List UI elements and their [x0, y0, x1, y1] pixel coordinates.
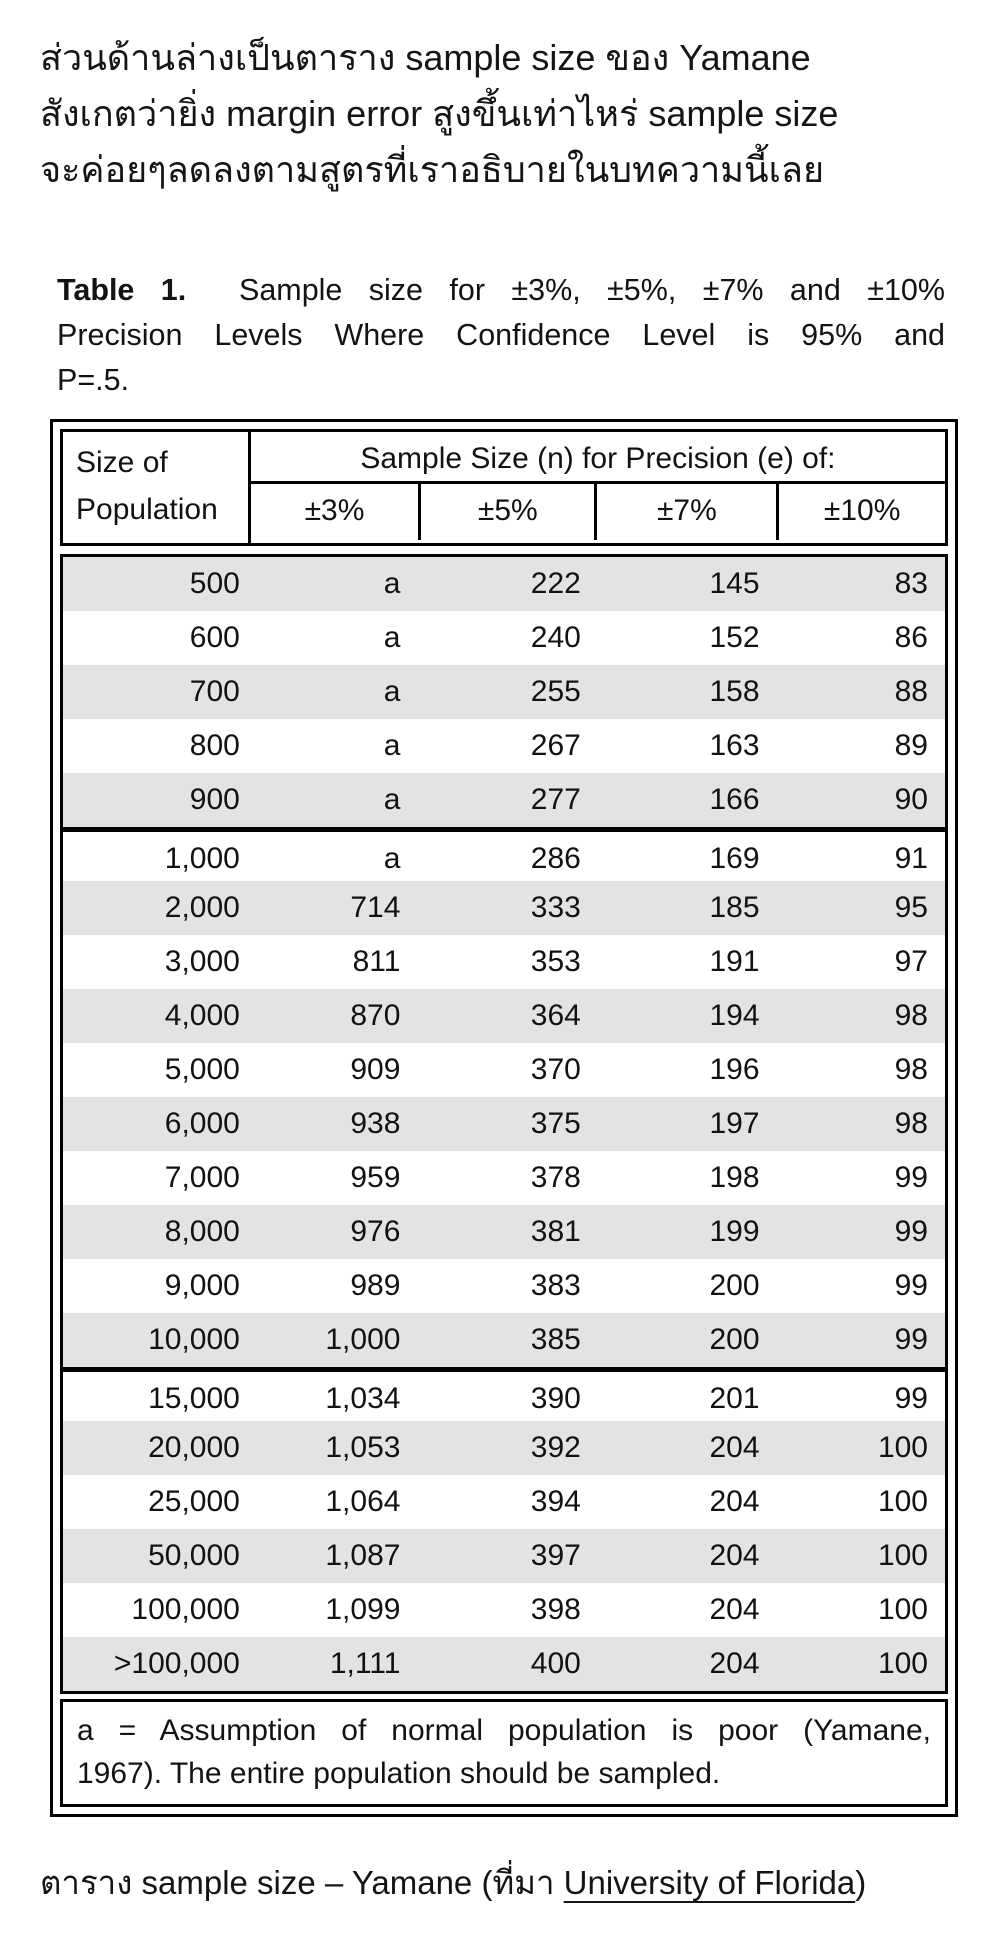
cell-7pct: 204	[709, 1431, 760, 1464]
cell-10pct: 91	[894, 842, 928, 875]
cell-7pct: 158	[709, 675, 760, 708]
cell-7pct: 166	[709, 783, 760, 816]
cell-population: 5,000	[164, 1053, 240, 1086]
cell-population: 4,000	[164, 999, 240, 1032]
cell-5pct: 370	[530, 1053, 581, 1086]
cell-population: 25,000	[148, 1485, 240, 1518]
cell-7pct: 194	[709, 999, 760, 1032]
cell-5pct: 222	[530, 567, 581, 600]
cell-10pct: 100	[877, 1647, 928, 1680]
cell-5pct: 385	[530, 1323, 581, 1356]
cell-5pct: 255	[530, 675, 581, 708]
university-of-florida-link[interactable]: University of Florida	[563, 1864, 856, 1901]
cell-7pct: 204	[709, 1647, 760, 1680]
table-row	[63, 935, 945, 989]
caption-prefix: ตาราง sample size – Yamane (ที่มา	[40, 1864, 564, 1901]
cell-5pct: 381	[530, 1215, 581, 1248]
cell-population: 900	[189, 783, 240, 816]
cell-7pct: 191	[709, 945, 760, 978]
intro-line: จะค่อยๆลดลงตามสูตรที่เราอธิบายในบทความนี้เลย	[40, 149, 825, 190]
cell-7pct: 163	[709, 729, 760, 762]
cell-5pct: 240	[530, 621, 581, 654]
cell-10pct: 98	[894, 1107, 928, 1140]
cell-7pct: 200	[709, 1323, 760, 1356]
cell-10pct: 97	[894, 945, 928, 978]
cell-3pct: a	[383, 621, 401, 654]
table-row	[63, 1583, 945, 1637]
cell-5pct: 392	[530, 1431, 581, 1464]
cell-10pct: 89	[894, 729, 928, 762]
sample-size-table	[50, 419, 958, 1817]
table-row	[63, 1367, 945, 1421]
cell-10pct: 95	[894, 891, 928, 924]
cell-3pct: a	[383, 729, 401, 762]
cell-population: 1,000	[164, 842, 240, 875]
caption-suffix: )	[855, 1864, 867, 1901]
cell-10pct: 98	[894, 999, 928, 1032]
cell-7pct: 200	[709, 1269, 760, 1302]
cell-10pct: 86	[894, 621, 928, 654]
cell-3pct: 1,053	[325, 1431, 401, 1464]
cell-population: 800	[189, 729, 240, 762]
cell-10pct: 88	[894, 675, 928, 708]
cell-10pct: 100	[877, 1431, 928, 1464]
cell-3pct: 909	[350, 1053, 401, 1086]
cell-10pct: 100	[877, 1593, 928, 1626]
table-body	[60, 554, 948, 1694]
cell-3pct: a	[383, 675, 401, 708]
cell-3pct: 1,099	[325, 1593, 401, 1626]
cell-population: 9,000	[164, 1269, 240, 1302]
footnote-line: 1967). The entire population should be sampled.	[77, 1757, 721, 1790]
cell-population: 7,000	[164, 1161, 240, 1194]
cell-5pct: 277	[530, 783, 581, 816]
table-row	[63, 881, 945, 935]
table-row	[63, 1421, 945, 1475]
table-caption	[57, 268, 945, 403]
cell-10pct: 99	[894, 1269, 928, 1302]
cell-10pct: 100	[877, 1485, 928, 1518]
header-precision-group	[251, 432, 945, 543]
cell-10pct: 99	[894, 1161, 928, 1194]
cell-7pct: 145	[709, 567, 760, 600]
cell-3pct: 959	[350, 1161, 401, 1194]
cell-5pct: 394	[530, 1485, 581, 1518]
intro-paragraph	[40, 30, 970, 198]
cell-population: 100,000	[131, 1593, 240, 1626]
cell-3pct: a	[383, 783, 401, 816]
cell-3pct: 1,034	[325, 1382, 401, 1415]
cell-7pct: 198	[709, 1161, 760, 1194]
table-row	[63, 1043, 945, 1097]
cell-3pct: 1,064	[325, 1485, 401, 1518]
cell-population: 500	[189, 567, 240, 600]
cell-7pct: 152	[709, 621, 760, 654]
table-number-label: Table 1.	[57, 273, 187, 307]
header-col-10pct: ±10%	[776, 484, 945, 540]
table-row	[63, 1097, 945, 1151]
cell-3pct: 714	[350, 891, 401, 924]
cell-10pct: 83	[894, 567, 928, 600]
cell-population: >100,000	[113, 1647, 240, 1680]
table-row	[63, 557, 945, 611]
cell-7pct: 204	[709, 1485, 760, 1518]
header-col-5pct: ±5%	[418, 484, 594, 540]
cell-5pct: 390	[530, 1382, 581, 1415]
table-caption-line: P=.5.	[57, 363, 130, 397]
header-col-3pct: ±3%	[304, 494, 365, 527]
table-row	[63, 827, 945, 881]
table-row	[63, 1529, 945, 1583]
cell-10pct: 100	[877, 1539, 928, 1572]
cell-5pct: 383	[530, 1269, 581, 1302]
cell-10pct: 99	[894, 1323, 928, 1356]
table-row	[63, 611, 945, 665]
cell-3pct: 1,000	[325, 1323, 401, 1356]
cell-population: 15,000	[148, 1382, 240, 1415]
table-row	[63, 1475, 945, 1529]
header-span-label: Sample Size (n) for Precision (e) of:	[251, 432, 945, 484]
cell-3pct: 1,111	[329, 1647, 401, 1680]
header-col-7pct: ±7%	[594, 484, 776, 540]
cell-7pct: 185	[709, 891, 760, 924]
footnote-line: a = Assumption of normal population is poor (Yamane,	[77, 1714, 931, 1747]
cell-3pct: 989	[350, 1269, 401, 1302]
cell-3pct: 811	[352, 945, 401, 978]
cell-5pct: 378	[530, 1161, 581, 1194]
cell-population: 2,000	[164, 891, 240, 924]
cell-population: 6,000	[164, 1107, 240, 1140]
cell-3pct: 870	[350, 999, 401, 1032]
cell-7pct: 204	[709, 1593, 760, 1626]
cell-3pct: 1,087	[325, 1539, 401, 1572]
cell-5pct: 353	[530, 945, 581, 978]
table-caption-line: Table 1. Sample size for ±3%, ±5%, ±7% and ±10%	[57, 273, 945, 307]
cell-population: 10,000	[148, 1323, 240, 1356]
cell-population: 8,000	[164, 1215, 240, 1248]
cell-population: 50,000	[148, 1539, 240, 1572]
cell-5pct: 375	[530, 1107, 581, 1140]
image-caption	[40, 1859, 999, 1907]
cell-5pct: 267	[530, 729, 581, 762]
cell-10pct: 99	[894, 1382, 928, 1415]
table-caption-line: Precision Levels Where Confidence Level is 95% and	[57, 318, 945, 352]
cell-5pct: 333	[530, 891, 581, 924]
cell-5pct: 364	[530, 999, 581, 1032]
header-population-cell: Size of Population	[63, 432, 251, 543]
table-row	[63, 1637, 945, 1691]
cell-7pct: 199	[709, 1215, 760, 1248]
cell-population: 600	[189, 621, 240, 654]
cell-population: 700	[189, 675, 240, 708]
table-row	[63, 1313, 945, 1367]
cell-5pct: 400	[530, 1647, 581, 1680]
cell-3pct: a	[383, 567, 401, 600]
cell-7pct: 204	[709, 1539, 760, 1572]
cell-7pct: 196	[709, 1053, 760, 1086]
table-row	[63, 1205, 945, 1259]
cell-3pct: 976	[350, 1215, 401, 1248]
cell-7pct: 201	[709, 1382, 760, 1415]
cell-10pct: 98	[894, 1053, 928, 1086]
cell-5pct: 398	[530, 1593, 581, 1626]
cell-7pct: 197	[709, 1107, 760, 1140]
intro-line: สังเกตว่ายิ่ง margin error สูงขึ้นเท่าไหร่ sample size	[40, 93, 839, 134]
table-row	[63, 1259, 945, 1313]
intro-line: ส่วนด้านล่างเป็นตาราง sample size ของ Yamane	[40, 37, 811, 78]
cell-10pct: 99	[894, 1215, 928, 1248]
table-row	[63, 773, 945, 827]
table-footnote	[60, 1699, 948, 1807]
table-row	[63, 989, 945, 1043]
cell-5pct: 397	[530, 1539, 581, 1572]
cell-10pct: 90	[894, 783, 928, 816]
cell-3pct: a	[383, 842, 401, 875]
cell-3pct: 938	[350, 1107, 401, 1140]
cell-population: 20,000	[148, 1431, 240, 1464]
table-row	[63, 665, 945, 719]
cell-5pct: 286	[530, 842, 581, 875]
cell-7pct: 169	[709, 842, 760, 875]
cell-population: 3,000	[164, 945, 240, 978]
table-row	[63, 1151, 945, 1205]
table-header	[60, 429, 948, 546]
header-precision-row	[251, 484, 945, 540]
table-row	[63, 719, 945, 773]
